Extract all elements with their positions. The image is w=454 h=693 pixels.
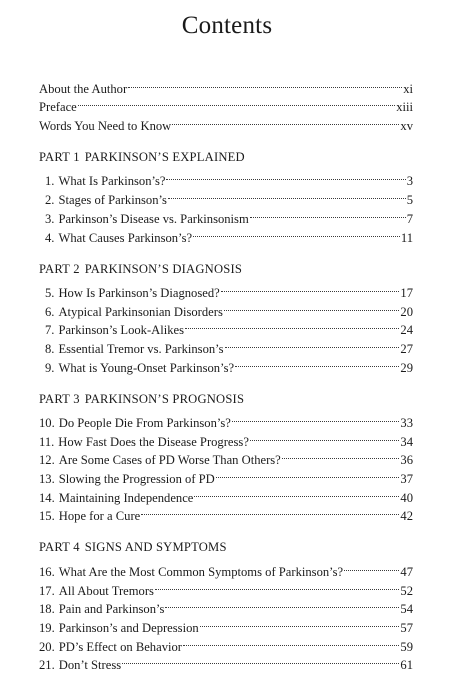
part-title: PARKINSON’S EXPLAINED [84, 150, 245, 165]
entry-page-number: 33 [400, 416, 413, 430]
toc-entry-chapter[interactable] [39, 167, 413, 189]
entry-label: Parkinson’s Look-Alikes [58, 323, 185, 338]
entry-page-number: 57 [400, 620, 413, 635]
dot-leader [141, 502, 399, 521]
entry-label: What Is Parkinson’s? [58, 174, 166, 189]
dot-leader [225, 334, 400, 353]
chapter-number: 13. [39, 472, 55, 487]
entry-page-number: 29 [400, 360, 413, 375]
toc-entry-chapter[interactable] [39, 278, 413, 300]
chapter-number: 10. [39, 416, 55, 430]
part-number: PART 2 [39, 261, 80, 276]
entry-label: All About Tremors [58, 583, 154, 598]
chapter-number: 6. [45, 304, 55, 319]
entry-page-number: 24 [400, 323, 413, 338]
entry-label: What Causes Parkinson’s? [58, 230, 193, 245]
entry-label: About the Author [39, 81, 128, 96]
entry-page-number: 54 [400, 602, 413, 617]
chapter-number: 4. [45, 230, 55, 245]
toc-entry-preface[interactable] [39, 93, 413, 115]
entry-label: How Is Parkinson’s Diagnosed? [58, 285, 220, 300]
entry-page-number: 5 [406, 193, 413, 208]
entry-page-number: xi [403, 81, 413, 96]
dot-leader [224, 297, 400, 316]
dot-leader [166, 167, 405, 186]
chapter-number: 21. [39, 658, 55, 673]
part-heading-3 [39, 390, 413, 409]
entry-page-number: 17 [400, 285, 413, 300]
entry-label: Parkinson’s Disease vs. Parkinsonism [58, 211, 249, 226]
toc-entry-about-the-author[interactable] [39, 74, 413, 96]
entry-label: Hope for a Cure [58, 509, 141, 524]
chapter-number: 17. [39, 583, 55, 598]
entry-page-number: 36 [400, 453, 413, 468]
entry-label: Do People Die From Parkinson’s? [58, 416, 231, 430]
entry-label: What is Young-Onset Parkinson’s? [58, 360, 235, 375]
chapter-number: 11. [39, 434, 55, 449]
part-title: SIGNS AND SYMPTOMS [84, 540, 227, 555]
chapter-number: 15. [39, 509, 55, 524]
chapter-number: 2. [45, 193, 55, 208]
dot-leader [221, 278, 400, 297]
entry-label: Parkinson’s and Depression [58, 620, 199, 635]
entry-page-number: xv [400, 119, 413, 134]
dot-leader [344, 557, 399, 576]
entry-page-number: 37 [400, 472, 413, 487]
entry-label: Stages of Parkinson’s [58, 193, 167, 208]
entry-page-number: 27 [400, 341, 413, 356]
table-of-contents [39, 74, 413, 673]
entry-page-number: 52 [400, 583, 413, 598]
entry-label: Pain and Parkinson’s [58, 602, 165, 617]
part-heading-4 [39, 538, 413, 557]
part-number: PART 4 [39, 540, 80, 555]
dot-leader [194, 483, 399, 502]
chapter-number: 8. [45, 341, 55, 356]
entry-label: Words You Need to Know [39, 119, 172, 134]
entry-page-number: 11 [400, 230, 413, 245]
dot-leader [128, 74, 402, 93]
chapter-number: 16. [39, 564, 55, 579]
entry-label: How Fast Does the Disease Progress? [58, 434, 249, 449]
entry-page-number: 40 [400, 490, 413, 505]
dot-leader [155, 576, 399, 595]
toc-entry-chapter[interactable] [39, 557, 413, 579]
entry-label: Slowing the Progression of PD [58, 472, 215, 487]
entry-page-number: 7 [406, 211, 413, 226]
chapter-number: 1. [45, 174, 55, 189]
part-heading-1 [39, 148, 413, 167]
dot-leader [235, 353, 399, 372]
dot-leader [185, 316, 399, 335]
entry-page-number: 61 [400, 658, 413, 673]
dot-leader [183, 632, 399, 651]
entry-label: Atypical Parkinsonian Disorders [58, 304, 223, 319]
dot-leader [165, 595, 399, 614]
entry-label: Essential Tremor vs. Parkinson’s [58, 341, 224, 356]
dot-leader [250, 204, 406, 223]
dot-leader [200, 613, 400, 632]
chapter-number: 7. [45, 323, 55, 338]
entry-page-number: 3 [406, 174, 413, 189]
part-heading-2 [39, 260, 413, 279]
entry-label: What Are the Most Common Symptoms of Parkinson’s? [58, 564, 344, 579]
entry-label: PD’s Effect on Behavior [58, 639, 182, 654]
dot-leader [172, 111, 399, 130]
entry-page-number: 20 [400, 304, 413, 319]
chapter-number: 12. [39, 453, 55, 468]
dot-leader [232, 408, 400, 427]
entry-label: Don’t Stress [58, 658, 122, 673]
toc-entry-chapter[interactable] [39, 408, 413, 430]
dot-leader [122, 651, 399, 670]
part-title: PARKINSON’S PROGNOSIS [84, 391, 245, 406]
entry-page-number: xiii [396, 100, 413, 115]
entry-label: Preface [39, 100, 77, 115]
dot-leader [216, 464, 400, 483]
chapter-number: 19. [39, 620, 55, 635]
chapter-number: 3. [45, 211, 55, 226]
entry-label: Maintaining Independence [58, 490, 194, 505]
chapter-number: 20. [39, 639, 55, 654]
part-number: PART 1 [39, 150, 80, 165]
dot-leader [168, 185, 406, 204]
entry-page-number: 59 [400, 639, 413, 654]
part-number: PART 3 [39, 391, 80, 406]
page-title: Contents [181, 12, 273, 39]
chapter-number: 18. [39, 602, 55, 617]
dot-leader [282, 446, 400, 465]
part-title: PARKINSON’S DIAGNOSIS [84, 261, 243, 276]
entry-page-number: 34 [400, 434, 413, 449]
chapter-number: 14. [39, 490, 55, 505]
chapter-number: 9. [45, 360, 55, 375]
dot-leader [250, 427, 400, 446]
dot-leader [193, 223, 400, 242]
chapter-number: 5. [45, 285, 55, 300]
entry-label: Are Some Cases of PD Worse Than Others? [58, 453, 281, 468]
dot-leader [78, 93, 395, 112]
toc-entry-words-you-need-to-know[interactable] [39, 111, 413, 134]
entry-page-number: 42 [400, 509, 413, 524]
entry-page-number: 47 [400, 564, 413, 579]
